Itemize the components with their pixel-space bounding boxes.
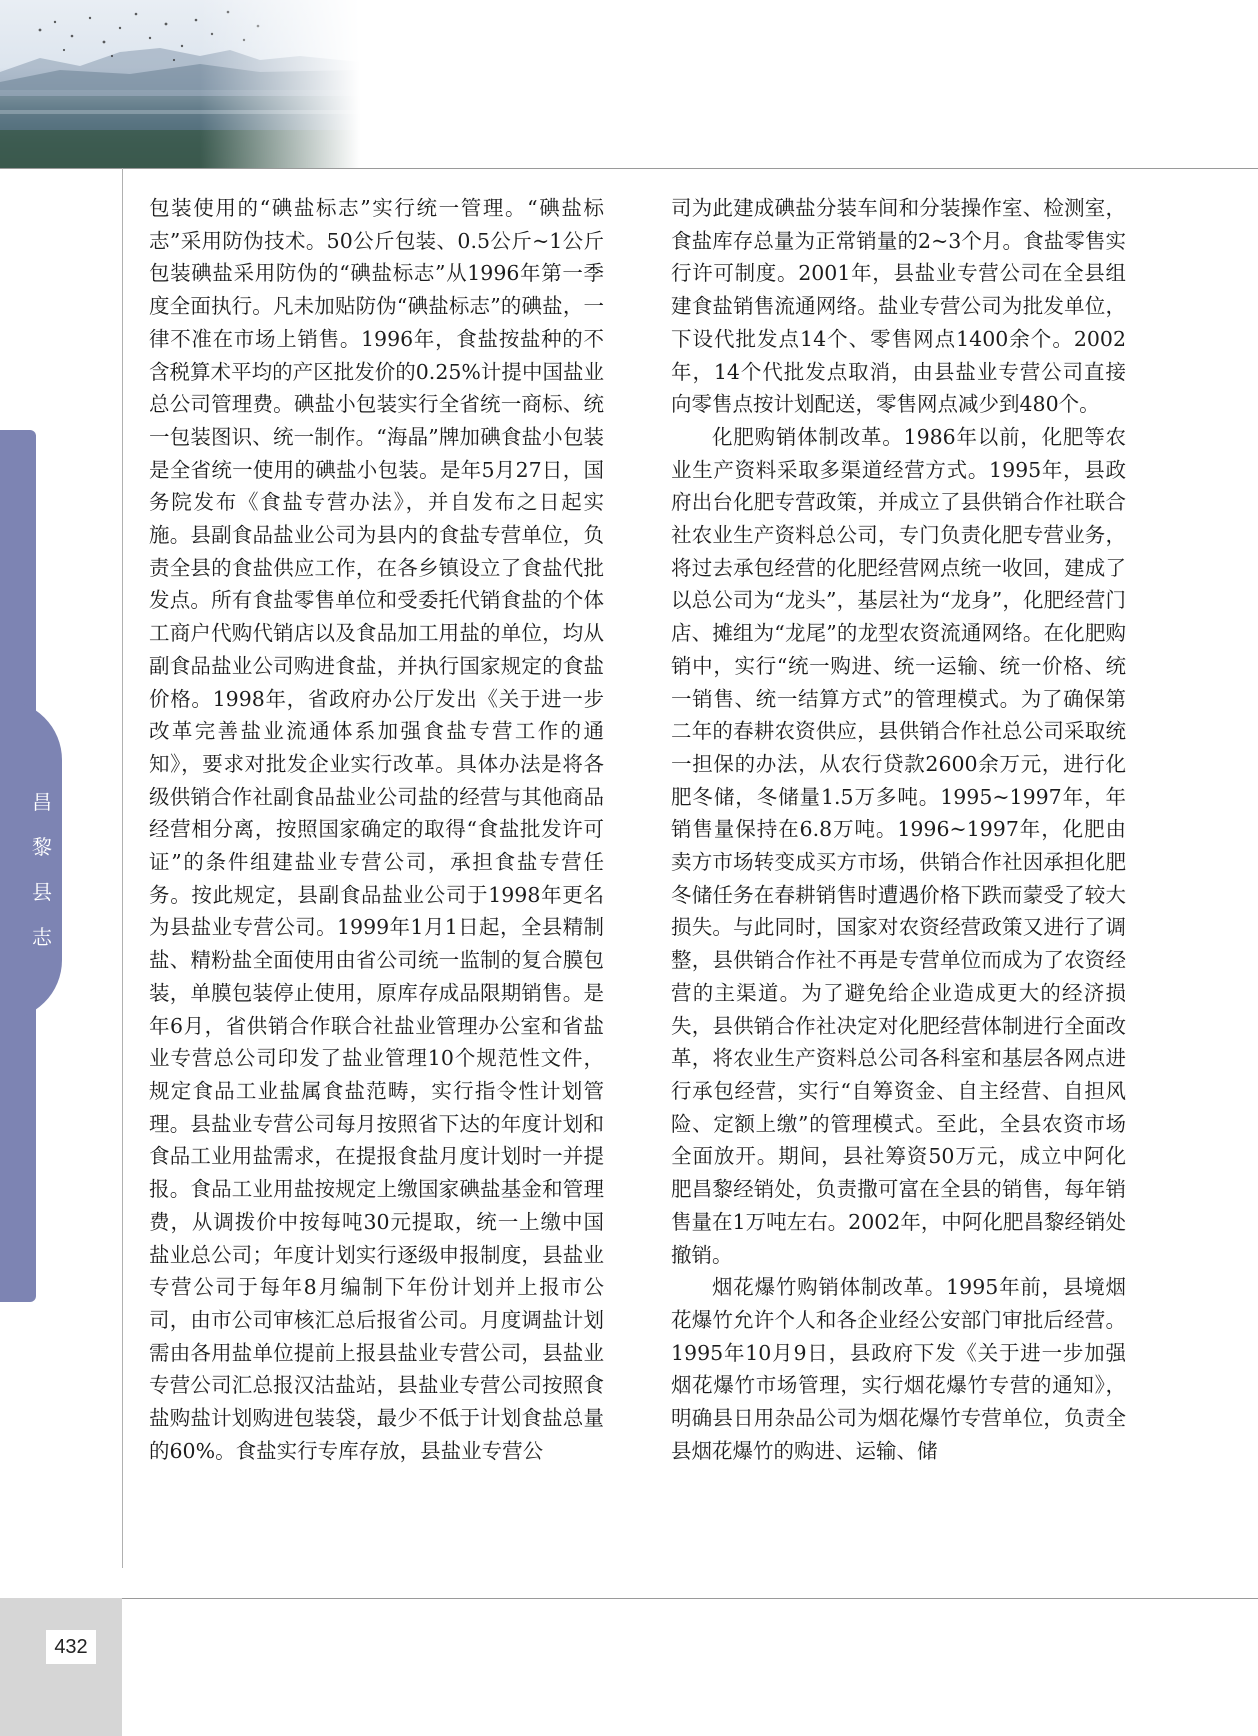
paragraph: 包装使用的“碘盐标志”实行统一管理。“碘盐标志”采用防伪技术。50公斤包装、0.5公斤~1公斤包装碘盐采用防伪的“碘盐标志”从1996年第一季度全面执行。凡未加贴防伪“碘盐标志”的碘盐，一律不准在市场上销售。1996年，食盐按盐种的不含税算术平均的产区批发价的0.25%计提中国盐业总公司管理费。碘盐小包装实行全省统一商标、统一包装图识、统一制作。“海晶”牌加碘食盐小包装是全省统一使用的碘盐小包装。是年5月27日，国务院发布《食盐专营办法》，并自发布之日起实施。县副食品盐业公司为县内的食盐专营单位，负责全县的食盐供应工作，在各乡镇设立了食盐代批发点。所有食盐零售单位和受委托代销食盐的个体工商户代购代销店以及食品加工用盐的单位，均从副食品盐业公司购进食盐，并执行国家规定的食盐价格。1998年，省政府办公厅发出《关于进一步改革完善盐业流通体系加强食盐专营工作的通知》，要求对批发企业实行改革。具体办法是将各级供销合作社副食品盐业公司盐的经营与其他商品经营相分离，按照国家确定的取得“食盐批发许可证”的条件组建盐业专营公司，承担食盐专营任务。按此规定，县副食品盐业公司于1998年更名为县盐业专营公司。1999年1月1日起，全县精制盐、精粉盐全面使用由省公司统一监制的复合膜包装，单膜包装停止使用，原库存成品限期销售。是年6月，省供销合作联合社盐业管理办公室和省盐业专营总公司印发了盐业管理10个规范性文件，规定食品工业盐属食盐范畴，实行指令性计划管理。县盐业专营公司每月按照省下达的年度计划和食品工业用盐需求，在提报食盐月度计划时一并提报。食品工业用盐按规定上缴国家碘盐基金和管理费，从调拨价中按每吨30元提取，统一上缴中国盐业总公司；年度计划实行逐级申报制度，县盐业专营公司于每年8月编制下年份计划并上报市公司，由市公司审核汇总后报省公司。月度调盐计划需由各用盐单位提前上报县盐业专营公司，县盐业专营公司汇总报汉沽盐站，县盐业专营公司按照食盐购盐计划购进包装袋，最少不低于计划食盐总量的60%。食盐实行专库存放，县盐业专营公 (149, 196, 604, 1463)
paragraph: 烟花爆竹购销体制改革。1995年前，县境烟花爆竹允许个人和各企业经公安部门审批后经营。1995年10月9日，县政府下发《关于进一步加强烟花爆竹市场管理，实行烟花爆竹专营的通知》，明确县日用杂品公司为烟花爆竹专营单位，负责全县烟花爆竹的购进、运输、储 (671, 1275, 1126, 1463)
footer-divider (122, 1598, 1258, 1599)
left-column (149, 192, 604, 1467)
header-divider (0, 168, 1258, 169)
paragraph: 司为此建成碘盐分装车间和分装操作室、检测室，食盐库存总量为正常销量的2~3个月。食盐零售实行许可制度。2001年，县盐业专营公司在全县组建食盐销售流通网络。盐业专营公司为批发单位，下设代批发点14个、零售网点1400余个。2002年，14个代批发点取消，由县盐业专营公司直接向零售点按计划配送，零售网点减少到480个。 (671, 196, 1126, 417)
margin-divider (122, 168, 123, 1568)
side-title: 昌黎县志 (32, 790, 52, 949)
paragraph: 化肥购销体制改革。1986年以前，化肥等农业生产资料采取多渠道经营方式。1995年，县政府出台化肥专营政策，并成立了县供销合作社联合社农业生产资料总公司，专门负责化肥专营业务，将过去承包经营的化肥经营网点统一收回，建成了以总公司为“龙头”，基层社为“龙身”，化肥经营门店、摊组为“龙尾”的龙型农资流通网络。在化肥购销中，实行“统一购进、统一运输、统一价格、统一销售、统一结算方式”的管理模式。为了确保第二年的春耕农资供应，县供销合作社总公司采取统一担保的办法，从农行贷款2600余万元，进行化肥冬储，冬储量1.5万多吨。1995~1997年，年销售量保持在6.8万吨。1996~1997年，化肥由卖方市场转变成买方市场，供销合作社因承担化肥冬储任务在春耕销售时遭遇价格下跌而蒙受了较大损失。与此同时，国家对农资经营政策又进行了调整，县供销合作社不再是专营单位而成为了农资经营的主渠道。为了避免给企业造成更大的经济损失，县供销合作社决定对化肥经营体制进行全面改革，将农业生产资料总公司各科室和基层各网点进行承包经营，实行“自筹资金、自主经营、自担风险、定额上缴”的管理模式。至此，全县农资市场全面放开。期间，县社筹资50万元，成立中阿化肥昌黎经销处，负责撒可富在全县的销售，每年销售量在1万吨左右。2002年，中阿化肥昌黎经销处撤销。 (671, 424, 1126, 1267)
header-landscape-photo (0, 0, 360, 168)
page-number: 432 (46, 1630, 96, 1664)
right-column (671, 192, 1126, 1467)
page-number-area (0, 1598, 122, 1736)
wetland-birds-illustration (0, 0, 360, 168)
